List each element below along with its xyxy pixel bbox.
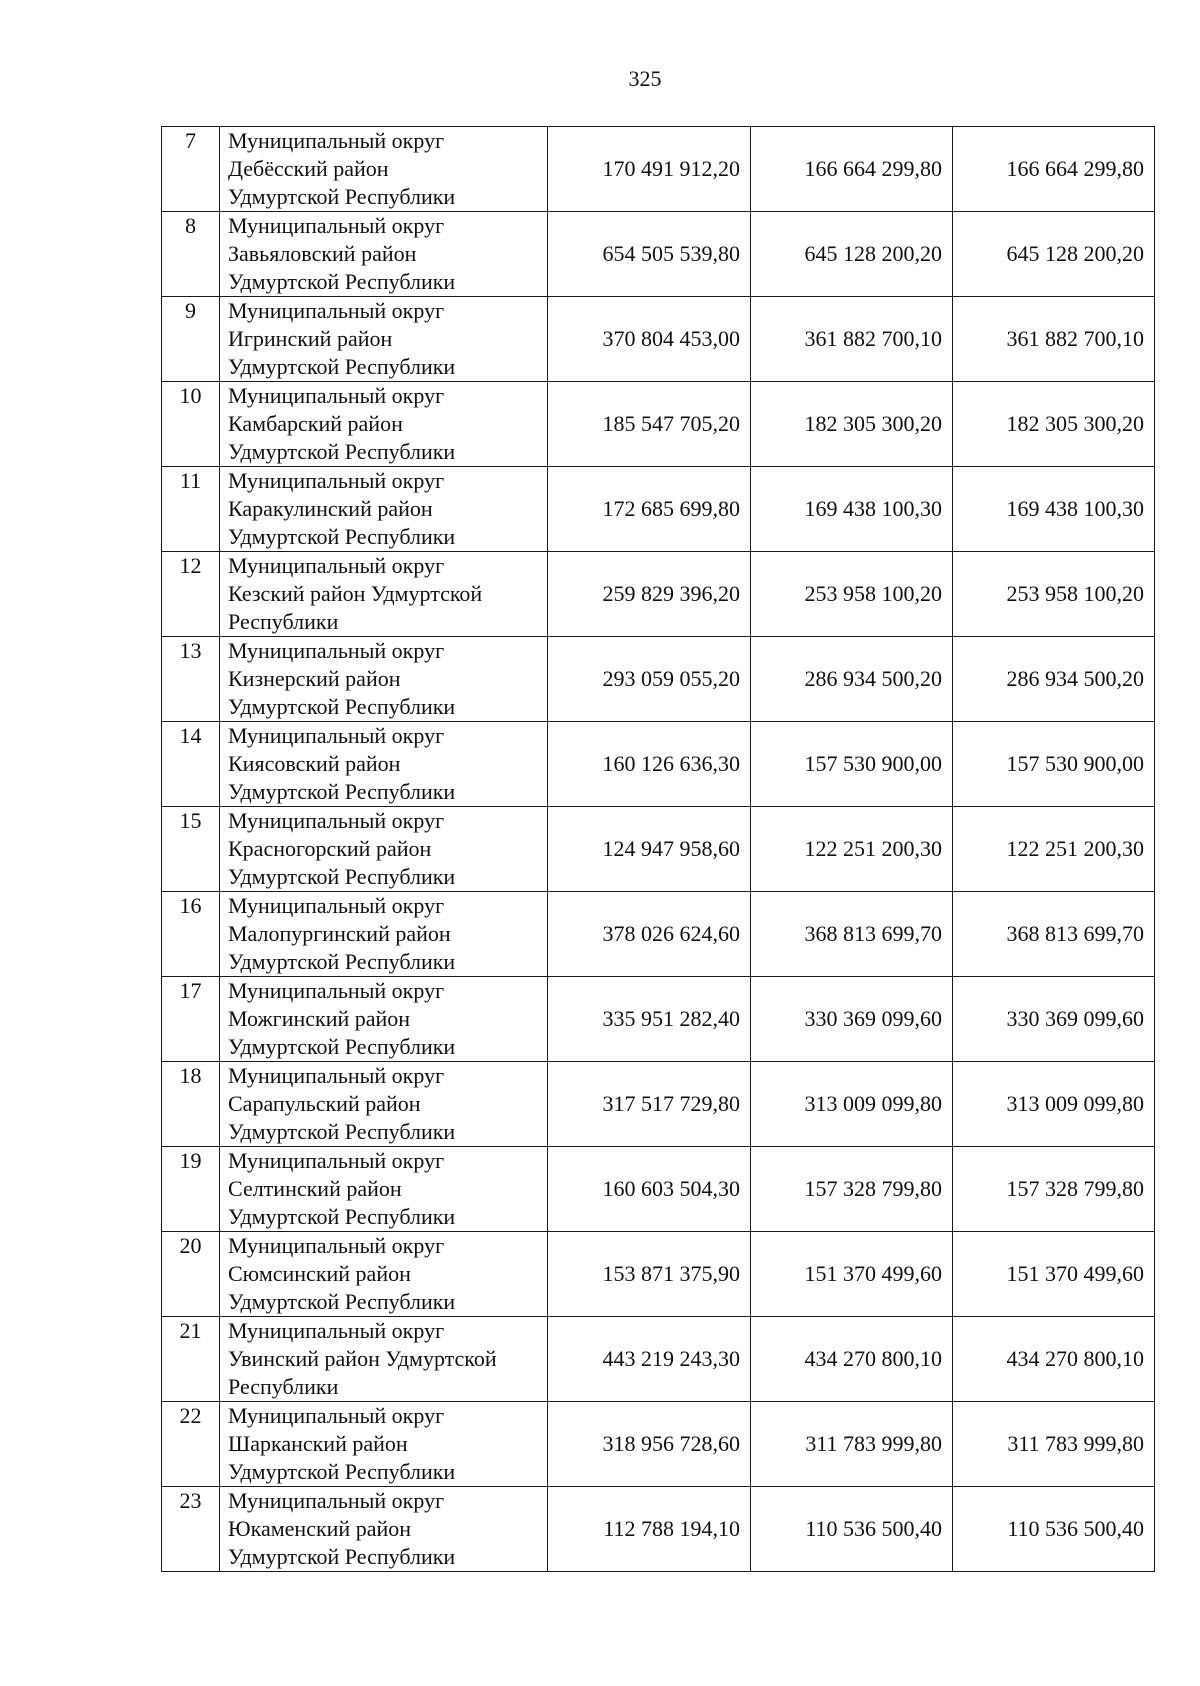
- municipality-name-line: Муниципальный округ: [228, 1063, 445, 1088]
- municipality-name: [220, 467, 548, 552]
- municipality-name-line: Юкаменский район: [228, 1516, 412, 1541]
- municipality-name-line: Удмуртской Республики: [228, 439, 456, 464]
- amount-year-2: 330 369 099,60: [751, 977, 953, 1062]
- municipality-name-line: Шарканский район: [228, 1431, 408, 1456]
- amount-year-1: 160 126 636,30: [548, 722, 751, 807]
- amount-year-2: 368 813 699,70: [751, 892, 953, 977]
- row-number: 22: [162, 1402, 220, 1487]
- amount-year-2: 361 882 700,10: [751, 297, 953, 382]
- amount-year-3: 253 958 100,20: [953, 552, 1155, 637]
- amount-year-3: 311 783 999,80: [953, 1402, 1155, 1487]
- amount-year-1: 160 603 504,30: [548, 1147, 751, 1232]
- municipality-name-line: Завьяловский район: [228, 241, 417, 266]
- amount-year-3: 368 813 699,70: [953, 892, 1155, 977]
- municipality-name-line: Каракулинский район: [228, 496, 433, 521]
- table-row: [162, 382, 1155, 467]
- row-number: 8: [162, 212, 220, 297]
- amount-year-3: 645 128 200,20: [953, 212, 1155, 297]
- municipality-name-line: Красногорский район: [228, 836, 432, 861]
- amount-year-2: 182 305 300,20: [751, 382, 953, 467]
- municipality-name-line: Можгинский район: [228, 1006, 411, 1031]
- municipality-name-line: Муниципальный округ: [228, 1233, 445, 1258]
- municipality-name-line: Малопургинский район: [228, 921, 451, 946]
- row-number: 18: [162, 1062, 220, 1147]
- table-row: [162, 637, 1155, 722]
- amount-year-1: 259 829 396,20: [548, 552, 751, 637]
- row-number: 19: [162, 1147, 220, 1232]
- amount-year-3: 122 251 200,30: [953, 807, 1155, 892]
- municipality-name-line: Республики: [228, 1374, 339, 1399]
- municipality-name-line: Муниципальный округ: [228, 723, 445, 748]
- municipality-name: [220, 637, 548, 722]
- amount-year-3: 182 305 300,20: [953, 382, 1155, 467]
- amount-year-2: 157 328 799,80: [751, 1147, 953, 1232]
- amount-year-2: 169 438 100,30: [751, 467, 953, 552]
- budget-table: [161, 126, 1155, 1572]
- municipality-name: [220, 1147, 548, 1232]
- amount-year-1: 654 505 539,80: [548, 212, 751, 297]
- amount-year-1: 378 026 624,60: [548, 892, 751, 977]
- row-number: 15: [162, 807, 220, 892]
- municipality-name-line: Муниципальный округ: [228, 383, 445, 408]
- municipality-name: [220, 127, 548, 212]
- municipality-name-line: Кезский район Удмуртской: [228, 581, 483, 606]
- amount-year-1: 172 685 699,80: [548, 467, 751, 552]
- municipality-name-line: Муниципальный округ: [228, 1488, 445, 1513]
- table-row: [162, 467, 1155, 552]
- municipality-name-line: Удмуртской Республики: [228, 694, 456, 719]
- municipality-name: [220, 212, 548, 297]
- municipality-name: [220, 1487, 548, 1572]
- amount-year-3: 361 882 700,10: [953, 297, 1155, 382]
- municipality-name-line: Муниципальный округ: [228, 213, 445, 238]
- amount-year-3: 157 328 799,80: [953, 1147, 1155, 1232]
- amount-year-3: 151 370 499,60: [953, 1232, 1155, 1317]
- amount-year-1: 318 956 728,60: [548, 1402, 751, 1487]
- municipality-name-line: Удмуртской Республики: [228, 1119, 456, 1144]
- municipality-name-line: Удмуртской Республики: [228, 949, 456, 974]
- amount-year-1: 124 947 958,60: [548, 807, 751, 892]
- table-row: [162, 552, 1155, 637]
- municipality-name-line: Удмуртской Республики: [228, 1204, 456, 1229]
- municipality-name-line: Удмуртской Республики: [228, 354, 456, 379]
- amount-year-2: 645 128 200,20: [751, 212, 953, 297]
- table-row: [162, 722, 1155, 807]
- amount-year-1: 112 788 194,10: [548, 1487, 751, 1572]
- table-row: [162, 1402, 1155, 1487]
- amount-year-2: 313 009 099,80: [751, 1062, 953, 1147]
- municipality-name: [220, 382, 548, 467]
- municipality-name-line: Сюмсинский район: [228, 1261, 411, 1286]
- municipality-name-line: Удмуртской Республики: [228, 1544, 456, 1569]
- municipality-name: [220, 297, 548, 382]
- municipality-name-line: Муниципальный округ: [228, 1318, 445, 1343]
- amount-year-2: 166 664 299,80: [751, 127, 953, 212]
- amount-year-1: 335 951 282,40: [548, 977, 751, 1062]
- table-row: [162, 1317, 1155, 1402]
- municipality-name: [220, 722, 548, 807]
- page-number: 325: [628, 66, 662, 91]
- municipality-name: [220, 977, 548, 1062]
- amount-year-3: 166 664 299,80: [953, 127, 1155, 212]
- table-row: [162, 892, 1155, 977]
- municipality-name: [220, 892, 548, 977]
- amount-year-2: 110 536 500,40: [751, 1487, 953, 1572]
- amount-year-2: 434 270 800,10: [751, 1317, 953, 1402]
- municipality-name-line: Муниципальный округ: [228, 128, 445, 153]
- municipality-name: [220, 1232, 548, 1317]
- amount-year-2: 122 251 200,30: [751, 807, 953, 892]
- municipality-name-line: Дебёсский район: [228, 156, 389, 181]
- municipality-name: [220, 1062, 548, 1147]
- municipality-name: [220, 807, 548, 892]
- amount-year-1: 185 547 705,20: [548, 382, 751, 467]
- row-number: 16: [162, 892, 220, 977]
- municipality-name-line: Сарапульский район: [228, 1091, 421, 1116]
- table-row: [162, 1062, 1155, 1147]
- municipality-name-line: Удмуртской Республики: [228, 269, 456, 294]
- row-number: 20: [162, 1232, 220, 1317]
- table-row: [162, 807, 1155, 892]
- amount-year-2: 151 370 499,60: [751, 1232, 953, 1317]
- municipality-name-line: Удмуртской Республики: [228, 864, 456, 889]
- municipality-name-line: Увинский район Удмуртской: [228, 1346, 497, 1371]
- municipality-name: [220, 1317, 548, 1402]
- municipality-name-line: Удмуртской Республики: [228, 1459, 456, 1484]
- amount-year-2: 253 958 100,20: [751, 552, 953, 637]
- municipality-name-line: Муниципальный округ: [228, 298, 445, 323]
- table-body: [162, 127, 1155, 1572]
- municipality-name: [220, 1402, 548, 1487]
- municipality-name-line: Удмуртской Республики: [228, 779, 456, 804]
- table-row: [162, 297, 1155, 382]
- row-number: 12: [162, 552, 220, 637]
- amount-year-1: 293 059 055,20: [548, 637, 751, 722]
- municipality-name-line: Муниципальный округ: [228, 1403, 445, 1428]
- amount-year-2: 157 530 900,00: [751, 722, 953, 807]
- municipality-name-line: Муниципальный округ: [228, 553, 445, 578]
- municipality-name-line: Муниципальный округ: [228, 808, 445, 833]
- amount-year-3: 110 536 500,40: [953, 1487, 1155, 1572]
- row-number: 14: [162, 722, 220, 807]
- row-number: 7: [162, 127, 220, 212]
- table-row: [162, 212, 1155, 297]
- municipality-name-line: Муниципальный округ: [228, 978, 445, 1003]
- municipality-name-line: Удмуртской Республики: [228, 524, 456, 549]
- table-row: [162, 1487, 1155, 1572]
- municipality-name-line: Муниципальный округ: [228, 1148, 445, 1173]
- municipality-name-line: Удмуртской Республики: [228, 1289, 456, 1314]
- municipality-name-line: Муниципальный округ: [228, 638, 445, 663]
- amount-year-1: 153 871 375,90: [548, 1232, 751, 1317]
- amount-year-1: 317 517 729,80: [548, 1062, 751, 1147]
- row-number: 17: [162, 977, 220, 1062]
- table-row: [162, 1147, 1155, 1232]
- row-number: 10: [162, 382, 220, 467]
- municipality-name-line: Камбарский район: [228, 411, 403, 436]
- row-number: 23: [162, 1487, 220, 1572]
- amount-year-3: 330 369 099,60: [953, 977, 1155, 1062]
- municipality-name-line: Киясовский район: [228, 751, 401, 776]
- table-row: [162, 127, 1155, 212]
- amount-year-1: 443 219 243,30: [548, 1317, 751, 1402]
- row-number: 9: [162, 297, 220, 382]
- municipality-name: [220, 552, 548, 637]
- municipality-name-line: Селтинский район: [228, 1176, 402, 1201]
- table-row: [162, 1232, 1155, 1317]
- table-row: [162, 977, 1155, 1062]
- amount-year-2: 286 934 500,20: [751, 637, 953, 722]
- municipality-name-line: Муниципальный округ: [228, 893, 445, 918]
- amount-year-1: 370 804 453,00: [548, 297, 751, 382]
- municipality-name-line: Удмуртской Республики: [228, 1034, 456, 1059]
- municipality-name-line: Муниципальный округ: [228, 468, 445, 493]
- municipality-name-line: Игринский район: [228, 326, 393, 351]
- amount-year-3: 313 009 099,80: [953, 1062, 1155, 1147]
- amount-year-2: 311 783 999,80: [751, 1402, 953, 1487]
- row-number: 11: [162, 467, 220, 552]
- amount-year-3: 157 530 900,00: [953, 722, 1155, 807]
- row-number: 21: [162, 1317, 220, 1402]
- row-number: 13: [162, 637, 220, 722]
- amount-year-1: 170 491 912,20: [548, 127, 751, 212]
- municipality-name-line: Кизнерский район: [228, 666, 401, 691]
- amount-year-3: 434 270 800,10: [953, 1317, 1155, 1402]
- amount-year-3: 286 934 500,20: [953, 637, 1155, 722]
- amount-year-3: 169 438 100,30: [953, 467, 1155, 552]
- municipality-name-line: Республики: [228, 609, 339, 634]
- municipality-name-line: Удмуртской Республики: [228, 184, 456, 209]
